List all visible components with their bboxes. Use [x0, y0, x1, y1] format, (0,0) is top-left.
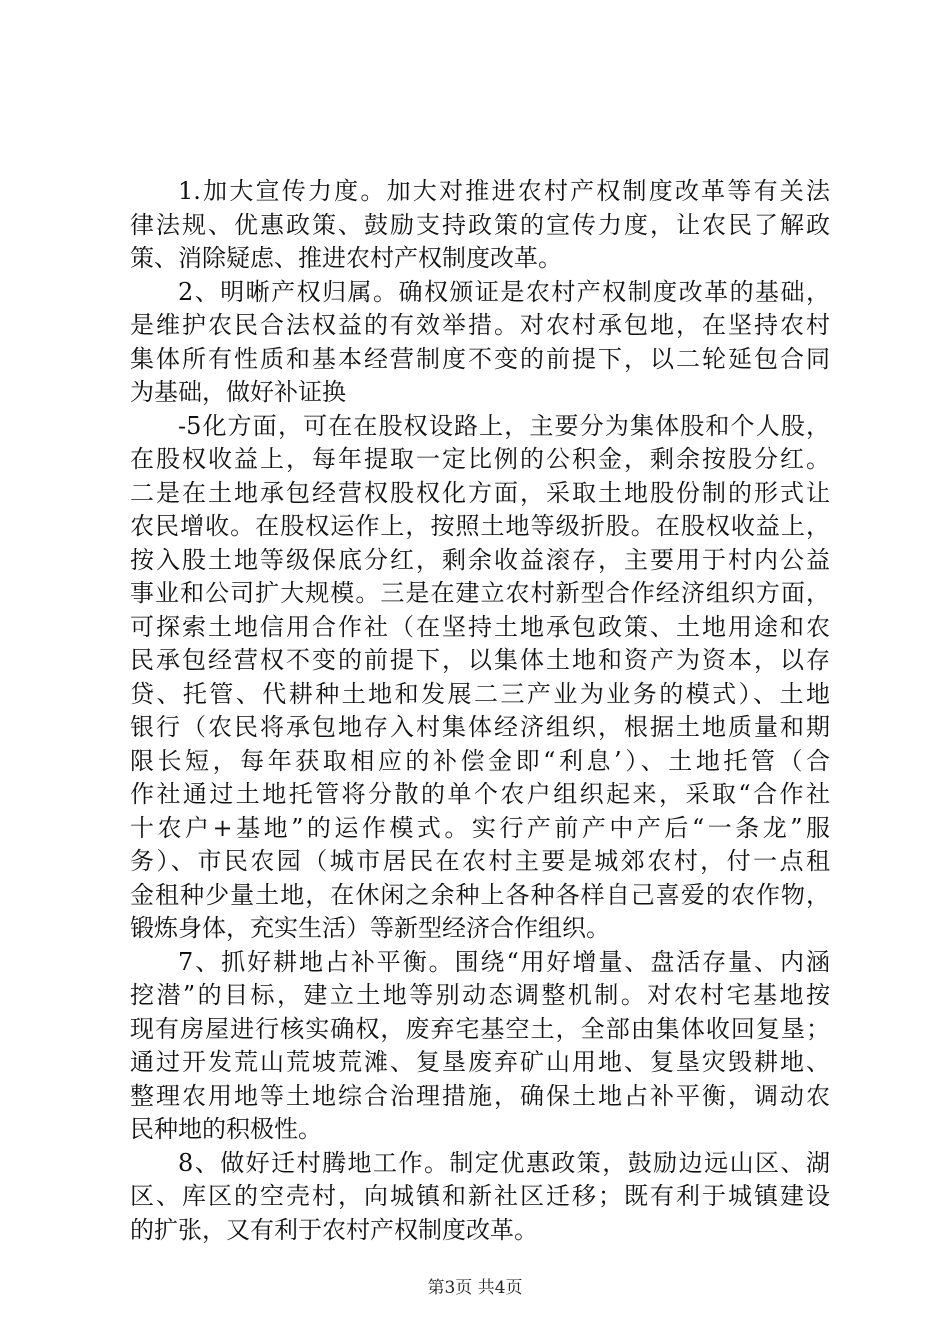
text-line: 限长短，每年获取相应的补偿金即“利息’）、土地托管（合 — [130, 746, 830, 775]
text-line: 按入股土地等级保底分红，剩余收益滚存，主要用于村内公益 — [130, 545, 830, 574]
text-line: 民种地的积极性。 — [130, 1115, 322, 1143]
page-footer: 第3页 共4页 — [427, 1278, 523, 1298]
text-line: 的扩张，又有利于农村产权制度改革。 — [130, 1215, 538, 1244]
text-line: 通过开发荒山荒坡荒滩、复垦废弃矿山用地、复垦灾毁耕地、 — [130, 1048, 830, 1076]
text-line: 二是在土地承包经营权股权化方面，采取土地股份制的形式让 — [130, 478, 830, 507]
text-line: 事业和公司扩大规模。三是在建立农村新型合作经济组织方面， — [130, 579, 830, 607]
text-line: 作社通过土地托管将分散的单个农户组织起来，采取“合作社 — [130, 780, 830, 808]
text-line: 是维护农民合法权益的有效举措。对农村承包地，在坚持农村 — [130, 311, 830, 339]
text-line: 2、明晰产权归属。确权颁证是农村产权制度改革的基础， — [178, 277, 830, 306]
text-line: 可探索土地信用合作社（在坚持土地承包政策、土地用途和农 — [130, 612, 830, 641]
text-line: 民承包经营权不变的前提下，以集体土地和资产为资本，以存 — [130, 646, 830, 674]
text-line: 律法规、优惠政策、鼓励支持政策的宣传力度，让农民了解政 — [130, 210, 830, 239]
text-line: 农民增收。在股权运作上，按照土地等级折股。在股权收益上， — [130, 512, 830, 540]
text-line: 1.加大宣传力度。加大对推进农村产权制度改革等有关法 — [178, 177, 830, 205]
text-line: 金租种少量土地，在休闲之余种上各种各样自己喜爱的农作物， — [130, 880, 830, 909]
text-line: 现有房屋进行核实确权，废弃宅基空土，全部由集体收回复垦； — [130, 1014, 830, 1043]
text-line: 8、做好迁村腾地工作。制定优惠政策，鼓励边远山区、湖 — [178, 1148, 830, 1177]
text-line: 银行（农民将承包地存入村集体经济组织，根据土地质量和期 — [130, 713, 830, 741]
text-line: 在股权收益上，每年提取一定比例的公积金，剩余按股分红。 — [130, 445, 830, 473]
text-line: 区、库区的空壳村，向城镇和新社区迁移；既有利于城镇建设 — [130, 1182, 830, 1210]
text-line: 挖潜”的目标，建立土地等别动态调整机制。对农村宅基地按 — [130, 981, 830, 1009]
text-line: -5化方面，可在在股权设路上，主要分为集体股和个人股， — [178, 411, 830, 440]
document-body — [130, 175, 830, 1247]
text-line: 7、抓好耕地占补平衡。围绕“用好增量、盘活存量、内涵 — [178, 947, 830, 976]
text-line: 务）、市民农园（城市居民在农村主要是城郊农村，付一点租 — [130, 847, 830, 875]
text-line: 集体所有性质和基本经营制度不变的前提下，以二轮延包合同 — [130, 344, 830, 373]
text-line: 策、消除疑虑、推进农村产权制度改革。 — [130, 244, 562, 272]
text-line: 贷、托管、代耕种土地和发展二三产业为业务的模式）、土地 — [130, 679, 830, 708]
text-line: 十农户+基地”的运作模式。实行产前产中产后“一条龙”服 — [130, 813, 830, 842]
text-line: 锻炼身体，充实生活）等新型经济合作组织。 — [130, 914, 610, 942]
text-line: 为基础，做好补证换 — [130, 378, 346, 406]
text-line: 整理农用地等土地综合治理措施，确保土地占补平衡，调动农 — [130, 1081, 830, 1110]
